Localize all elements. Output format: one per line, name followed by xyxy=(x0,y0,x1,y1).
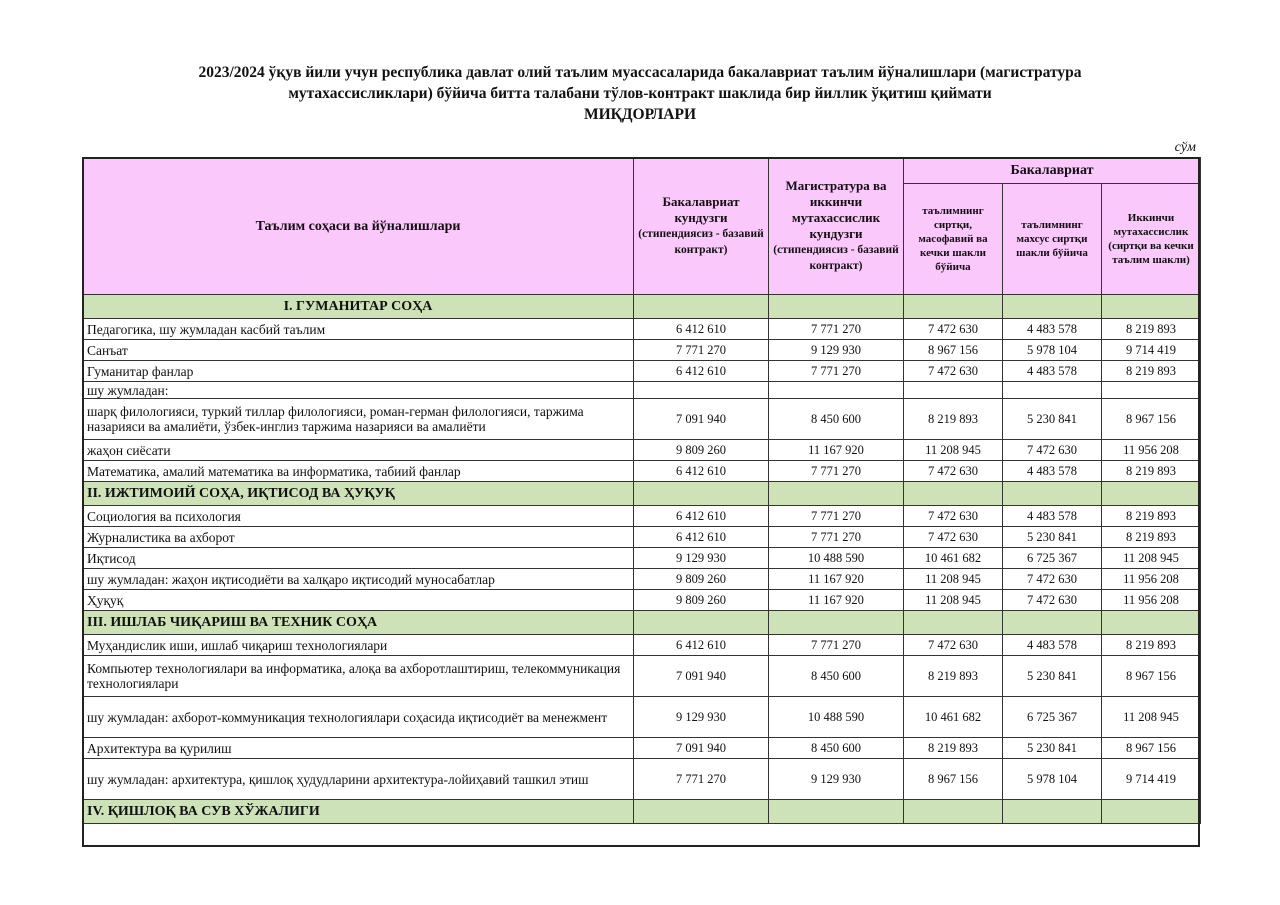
fee-cell: 10 488 590 xyxy=(769,548,904,569)
fee-cell: 6 412 610 xyxy=(634,319,769,340)
fee-cell: 5 230 841 xyxy=(1003,656,1102,697)
fee-cell: 8 450 600 xyxy=(769,399,904,440)
fee-cell: 7 771 270 xyxy=(769,461,904,482)
fee-cell: 8 219 893 xyxy=(1102,635,1201,656)
title-line-2: мутахассисликлари) бўйича битта талабани тўлов-контракт шаклида бир йиллик ўқитиш қиймати xyxy=(288,85,992,102)
section-empty-cell xyxy=(634,800,769,824)
fee-cell xyxy=(634,382,769,399)
section-empty-cell xyxy=(1102,611,1201,635)
section-title: IV. ҚИШЛОҚ ВА СУВ ХЎЖАЛИГИ xyxy=(83,800,634,824)
section-title: I. ГУМАНИТАР СОҲА xyxy=(83,295,634,319)
fee-cell: 10 488 590 xyxy=(769,697,904,738)
fee-cell: 7 091 940 xyxy=(634,399,769,440)
field-name-cell: Гуманитар фанлар xyxy=(83,361,634,382)
fee-cell: 5 978 104 xyxy=(1003,340,1102,361)
fee-cell: 7 472 630 xyxy=(904,527,1003,548)
fee-cell: 11 208 945 xyxy=(904,569,1003,590)
field-name-cell: Компьютер технологиялари ва информатика, алоқа ва ахборотлаштириш, телекоммуникация технологиялари xyxy=(83,656,634,697)
fee-cell: 5 230 841 xyxy=(1003,738,1102,759)
field-name-cell: шу жумладан: xyxy=(83,382,634,399)
fee-cell: 4 483 578 xyxy=(1003,461,1102,482)
fee-cell: 8 450 600 xyxy=(769,656,904,697)
fee-cell: 4 483 578 xyxy=(1003,319,1102,340)
fee-cell: 8 967 156 xyxy=(1102,738,1201,759)
fee-cell: 7 771 270 xyxy=(634,340,769,361)
fee-cell: 7 091 940 xyxy=(634,738,769,759)
section-empty-cell xyxy=(769,295,904,319)
field-name-cell: Педагогика, шу жумладан касбий таълим xyxy=(83,319,634,340)
section-empty-cell xyxy=(1102,295,1201,319)
section-empty-cell xyxy=(1003,482,1102,506)
section-empty-cell xyxy=(904,800,1003,824)
fee-cell: 8 219 893 xyxy=(1102,319,1201,340)
fee-cell: 11 956 208 xyxy=(1102,440,1201,461)
section-empty-cell xyxy=(1003,295,1102,319)
field-name-cell: Муҳандислик иши, ишлаб чиқариш технологиялари xyxy=(83,635,634,656)
section-empty-cell xyxy=(634,482,769,506)
table-row xyxy=(83,440,1201,461)
field-name-cell: Архитектура ва қурилиш xyxy=(83,738,634,759)
table-row xyxy=(83,656,1201,697)
header-bachelor-day-label: Бакалавриат кундузги xyxy=(662,194,740,225)
fee-cell: 7 472 630 xyxy=(904,319,1003,340)
fee-cell: 6 412 610 xyxy=(634,635,769,656)
title-line-1: 2023/2024 ўқув йили учун республика давлат олий таълим муассасаларида бакалавриат таълим йўналишлари (магистратура xyxy=(198,64,1082,81)
fee-cell: 7 771 270 xyxy=(769,319,904,340)
header-extramural: таълимнинг сиртқи, масофавий ва кечки шакли бўйича xyxy=(904,184,1003,295)
fee-cell: 11 956 208 xyxy=(1102,569,1201,590)
table-row xyxy=(83,340,1201,361)
table-row xyxy=(83,319,1201,340)
fee-cell xyxy=(1003,382,1102,399)
header-bachelor-day xyxy=(634,158,769,295)
fee-cell: 4 483 578 xyxy=(1003,506,1102,527)
fee-cell: 11 167 920 xyxy=(769,440,904,461)
fee-cell: 7 771 270 xyxy=(769,527,904,548)
section-empty-cell xyxy=(634,611,769,635)
table-row xyxy=(83,399,1201,440)
fee-cell: 8 219 893 xyxy=(904,399,1003,440)
field-name-cell: шу жумладан: архитектура, қишлоқ ҳудудларини архитектура-лойиҳавий ташкил этиш xyxy=(83,759,634,800)
section-empty-cell xyxy=(1003,800,1102,824)
field-name-cell: Иқтисод xyxy=(83,548,634,569)
fee-cell: 11 167 920 xyxy=(769,569,904,590)
table-row xyxy=(83,461,1201,482)
fee-cell: 8 967 156 xyxy=(904,759,1003,800)
fee-cell: 7 091 940 xyxy=(634,656,769,697)
field-name-cell: Математика, амалий математика ва информатика, табиий фанлар xyxy=(83,461,634,482)
fee-cell: 9 714 419 xyxy=(1102,340,1201,361)
table-row xyxy=(83,635,1201,656)
table-row xyxy=(83,361,1201,382)
fee-cell: 5 978 104 xyxy=(1003,759,1102,800)
table-row xyxy=(83,569,1201,590)
fee-cell: 8 219 893 xyxy=(1102,461,1201,482)
field-name-cell: шу жумладан: ахборот-коммуникация технологиялари соҳасида иқтисодиёт ва менежмент xyxy=(83,697,634,738)
fee-cell: 8 219 893 xyxy=(904,738,1003,759)
section-row xyxy=(83,611,1201,635)
fee-cell: 9 809 260 xyxy=(634,590,769,611)
table-row xyxy=(83,759,1201,800)
field-name-cell: Социология ва психология xyxy=(83,506,634,527)
fee-cell: 6 412 610 xyxy=(634,506,769,527)
fee-cell xyxy=(1102,382,1201,399)
field-name-cell: Санъат xyxy=(83,340,634,361)
header-second-specialty: Иккинчи мутахассислик (сиртқи ва кечки таълим шакли) xyxy=(1102,184,1201,295)
fee-cell: 7 771 270 xyxy=(769,361,904,382)
fee-cell: 8 967 156 xyxy=(1102,399,1201,440)
fee-cell: 6 412 610 xyxy=(634,527,769,548)
fee-cell: 5 230 841 xyxy=(1003,527,1102,548)
fee-cell xyxy=(769,382,904,399)
fee-cell: 11 167 920 xyxy=(769,590,904,611)
fee-cell: 7 472 630 xyxy=(904,361,1003,382)
fee-cell: 8 967 156 xyxy=(904,340,1003,361)
table-row xyxy=(83,590,1201,611)
fee-cell: 8 967 156 xyxy=(1102,656,1201,697)
section-empty-cell xyxy=(904,295,1003,319)
field-name-cell: Ҳуқуқ xyxy=(83,590,634,611)
fee-cell: 9 714 419 xyxy=(1102,759,1201,800)
fee-cell: 4 483 578 xyxy=(1003,361,1102,382)
fee-cell: 6 412 610 xyxy=(634,361,769,382)
fee-cell: 9 129 930 xyxy=(634,697,769,738)
fee-cell: 11 208 945 xyxy=(904,590,1003,611)
table-row xyxy=(83,382,1201,399)
section-empty-cell xyxy=(1102,800,1201,824)
fee-cell: 10 461 682 xyxy=(904,548,1003,569)
fee-cell: 5 230 841 xyxy=(1003,399,1102,440)
field-name-cell: Журналистика ва ахборот xyxy=(83,527,634,548)
fee-cell: 9 129 930 xyxy=(769,759,904,800)
currency-unit: сўм xyxy=(1174,140,1196,155)
fee-cell: 11 208 945 xyxy=(1102,697,1201,738)
section-empty-cell xyxy=(904,482,1003,506)
header-special-extramural: таълимнинг махсус сиртқи шакли бўйича xyxy=(1003,184,1102,295)
fee-cell: 7 472 630 xyxy=(904,506,1003,527)
fee-cell: 8 219 893 xyxy=(904,656,1003,697)
fee-cell: 11 208 945 xyxy=(1102,548,1201,569)
fee-cell: 9 809 260 xyxy=(634,440,769,461)
header-master-day-label: Магистратура ва иккинчи мутахассислик кундузги xyxy=(785,178,887,241)
field-name-cell: шу жумладан: жаҳон иқтисодиёти ва халқаро иқтисодий муносабатлар xyxy=(83,569,634,590)
fee-cell: 6 725 367 xyxy=(1003,548,1102,569)
fee-cell: 9 129 930 xyxy=(769,340,904,361)
header-field-name: Таълим соҳаси ва йўналишлари xyxy=(83,158,634,295)
fee-cell: 7 472 630 xyxy=(904,461,1003,482)
document-title xyxy=(0,62,1280,125)
section-empty-cell xyxy=(769,482,904,506)
section-empty-cell xyxy=(769,800,904,824)
fee-cell: 9 809 260 xyxy=(634,569,769,590)
section-row xyxy=(83,800,1201,824)
fee-cell: 8 450 600 xyxy=(769,738,904,759)
tuition-fee-table xyxy=(82,157,1201,824)
fee-cell: 10 461 682 xyxy=(904,697,1003,738)
table-row xyxy=(83,738,1201,759)
table-row xyxy=(83,527,1201,548)
fee-cell: 6 412 610 xyxy=(634,461,769,482)
fee-cell: 7 472 630 xyxy=(1003,440,1102,461)
fee-cell: 11 208 945 xyxy=(904,440,1003,461)
section-row xyxy=(83,295,1201,319)
header-master-day-note: (стипендиясиз - базавий контракт) xyxy=(773,244,899,272)
fee-cell: 8 219 893 xyxy=(1102,527,1201,548)
section-title: II. ИЖТИМОИЙ СОҲА, ИҚТИСОД ВА ҲУҚУҚ xyxy=(83,482,634,506)
table-row xyxy=(83,506,1201,527)
section-empty-cell xyxy=(769,611,904,635)
header-master-day xyxy=(769,158,904,295)
table-row xyxy=(83,548,1201,569)
fee-cell: 7 771 270 xyxy=(769,506,904,527)
section-empty-cell xyxy=(904,611,1003,635)
fee-cell: 7 472 630 xyxy=(1003,569,1102,590)
fee-cell: 9 129 930 xyxy=(634,548,769,569)
fee-cell: 4 483 578 xyxy=(1003,635,1102,656)
table-body xyxy=(83,295,1201,824)
title-line-3: МИҚДОРЛАРИ xyxy=(583,106,697,123)
fee-cell: 7 771 270 xyxy=(769,635,904,656)
field-name-cell: шарқ филологияси, туркий тиллар филологияси, роман-герман филологияси, таржима назарияси ва амалиёти, ўзбек-инглиз таржима назарияси ва амалиёти xyxy=(83,399,634,440)
section-empty-cell xyxy=(634,295,769,319)
fee-cell xyxy=(904,382,1003,399)
table-row xyxy=(83,697,1201,738)
fee-cell: 7 472 630 xyxy=(904,635,1003,656)
section-title: III. ИШЛАБ ЧИҚАРИШ ВА ТЕХНИК СОҲА xyxy=(83,611,634,635)
fee-cell: 6 725 367 xyxy=(1003,697,1102,738)
fee-cell: 7 771 270 xyxy=(634,759,769,800)
section-empty-cell xyxy=(1003,611,1102,635)
fee-cell: 11 956 208 xyxy=(1102,590,1201,611)
section-empty-cell xyxy=(1102,482,1201,506)
fee-cell: 7 472 630 xyxy=(1003,590,1102,611)
field-name-cell: жаҳон сиёсати xyxy=(83,440,634,461)
header-bachelor-group: Бакалавриат xyxy=(904,158,1201,184)
fee-cell: 8 219 893 xyxy=(1102,361,1201,382)
fee-cell: 8 219 893 xyxy=(1102,506,1201,527)
header-bachelor-day-note: (стипендиясиз - базавий контракт) xyxy=(638,228,764,256)
section-row xyxy=(83,482,1201,506)
